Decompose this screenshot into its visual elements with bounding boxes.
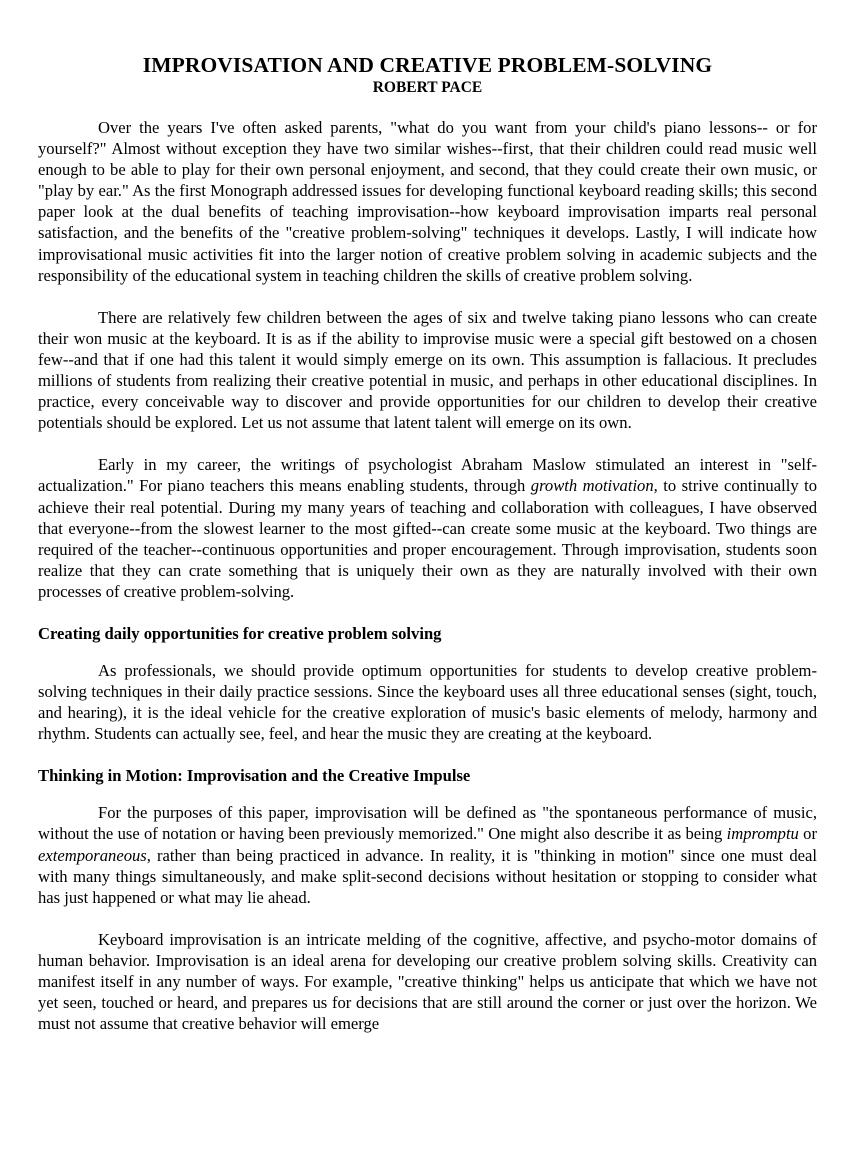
paragraph-5-text-c: , rather than being practiced in advance. In reality, it is "thinking in motion" since one must deal with many things simultaneously, and make split-second decisions without hesitation or stopping to consider what has just happened or what may lie ahead. xyxy=(38,845,817,907)
paragraph-3 xyxy=(38,454,817,602)
paragraph-2: There are relatively few children between the ages of six and twelve taking piano lessons who can create their won music at the keyboard. It is as if the ability to improvise music were a special gift bestowed on a chosen few--and that if one had this talent it would simply emerge on its own. This assumption is fallacious. It precludes millions of students from realizing their creative potential in music, and perhaps in other educational disciplines. In practice, every conceivable way to discover and provide opportunities for our children to develop their creative potentials should be explored. Let us not assume that latent talent will emerge on its own. xyxy=(38,307,817,433)
section-heading-thinking-in-motion: Thinking in Motion: Improvisation and the Creative Impulse xyxy=(38,766,471,786)
paragraph-5-emphasis-impromptu: impromptu xyxy=(726,824,799,844)
paragraph-4: As professionals, we should provide optimum opportunities for students to develop creative problem-solving techniques in their daily practice sessions. Since the keyboard uses all three educational senses (sight, touch, and hearing), it is the ideal vehicle for the creative exploration of music's basic elements of melody, harmony and rhythm. Students can actually see, feel, and hear the music they are creating at the keyboard. xyxy=(38,660,817,744)
paragraph-3-emphasis: growth motivation, xyxy=(530,476,658,496)
section-heading-creating-opportunities: Creating daily opportunities for creative problem solving xyxy=(38,623,442,643)
paragraph-5-text-a: For the purposes of this paper, improvisation will be defined as "the spontaneous performance of music, without the use of notation or having been previously memorized." One might also describe it as being xyxy=(38,803,817,844)
document-page xyxy=(38,52,817,1055)
paragraph-5 xyxy=(38,802,817,907)
document-author: ROBERT PACE xyxy=(372,79,483,96)
paragraph-6: Keyboard improvisation is an intricate melding of the cognitive, affective, and psycho-motor domains of human behavior. Improvisation is an ideal arena for developing our creative problem solving skills. Creativity can manifest itself in any number of ways. For example, "creative thinking" helps us anticipate that which we have not yet seen, touched or heard, and prepares us for decisions that are still around the corner or just over the horizon. We must not assume that creative behavior will emerge xyxy=(38,929,817,1034)
paragraph-5-emphasis-extemporaneous: extemporaneous xyxy=(38,845,147,865)
paragraph-1: Over the years I've often asked parents, "what do you want from your child's piano lessons-- or for yourself?" Almost without exception they have two similar wishes--first, that their children could read music well enough to be able to play for their own personal enjoyment, and second, that they could create their own music, or "play by ear." As the first Monograph addressed issues for developing functional keyboard reading skills; this second paper look at the dual benefits of teaching improvisation--how keyboard improvisation imparts real personal satisfaction, and the benefits of the "creative problem-solving" techniques it develops. Lastly, I will indicate how improvisational music activities fit into the larger notion of creative problem solving in academic subjects and the responsibility of the educational system in teaching children the skills of creative problem solving. xyxy=(38,118,817,285)
document-title: IMPROVISATION AND CREATIVE PROBLEM-SOLVING xyxy=(142,53,713,77)
paragraph-5-text-b: or xyxy=(798,824,817,844)
paragraph-3-text-b: to strive continually to achieve their real potential. During my many years of teaching and collaboration with colleagues, I have observed that everyone--from the slowest learner to the most gifted--can create some music at the keyboard. Two things are required of the teacher--continuous opportunities and proper encouragement. Through improvisation, students soon realize that they can crate something that is uniquely their own as they are naturally involved with their own processes of creative problem-solving. xyxy=(38,476,817,601)
paragraph-3-text-a: Early in my career, the writings of psychologist Abraham Maslow stimulated an interest in "self-actualization." For piano teachers this means enabling students, through xyxy=(38,455,817,496)
